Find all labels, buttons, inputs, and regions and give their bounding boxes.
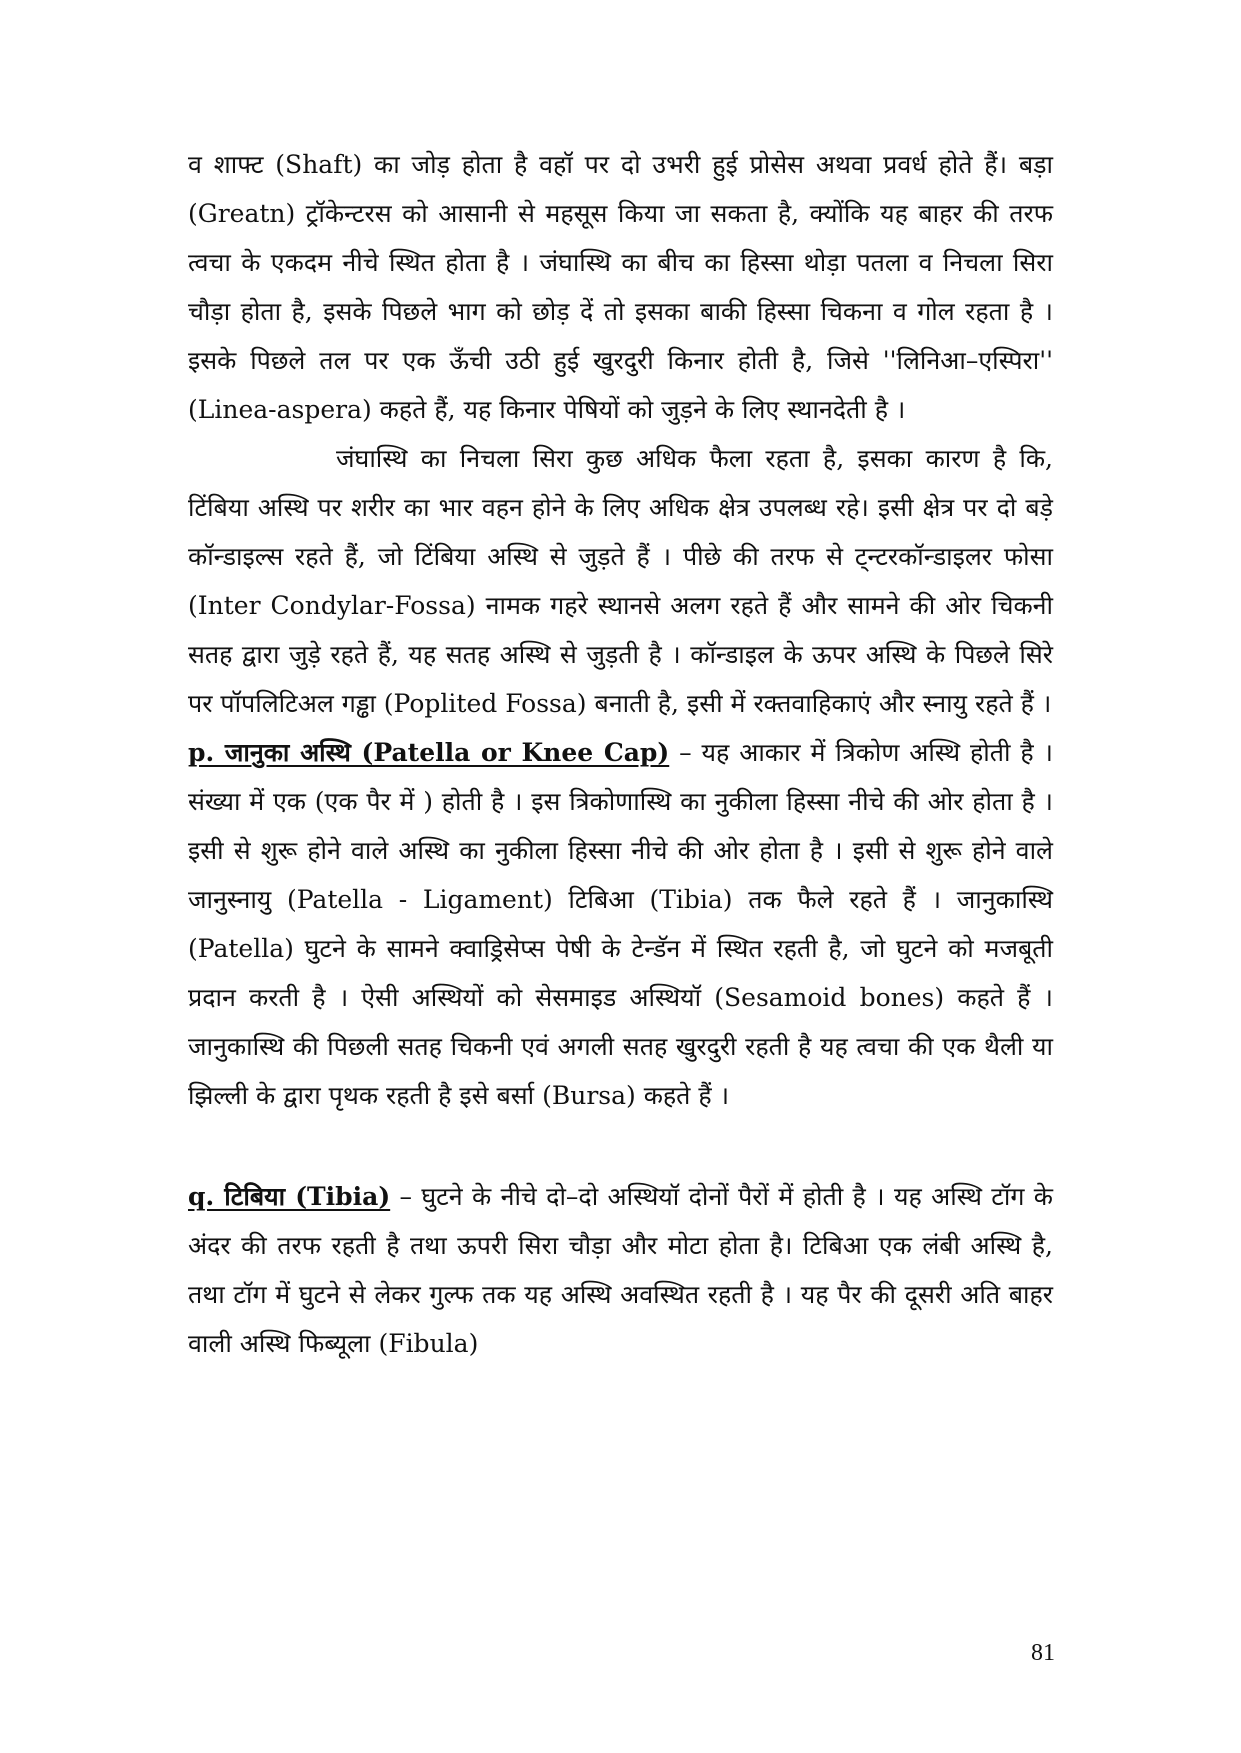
paragraph-femur-lower-end: जंघास्थि का निचला सिरा कुछ अधिक फैला रहता है, इसका कारण है कि, टिंबिया अस्थि पर शरीर का भार वहन होने के लिए अधिक क्षेत्र उपलब्ध रहे। इसी क्षेत्र पर दो बड़े कॉन्डाइल्स रहते हैं, जो टिंबिया अस्थि से जुड़ते हैं । पीछे की तरफ से ट्न्टरकॉन्डाइलर फोसा (Inter Condylar-Fossa) नामक गहरे स्थानसे अलग रहते हैं और सामने की ओर चिकनी सतह द्वारा जुड़े रहते हैं, यह सतह अस्थि से जुड़ती है । कॉन्डाइल के ऊपर अस्थि के पिछले सिरे पर पॉपलिटिअल गड्ढा (Poplited Fossa) बनाती है, इसी में रक्तवाहिकाएं और स्नायु रहते हैं ।	[188, 444, 1053, 718]
tibia-text: – घुटने के नीचे दो–दो अस्थियॉ दोनों पैरों में होती है । यह अस्थि टॉग के अंदर की तरफ रहती है तथा ऊपरी सिरा चौड़ा और मोटा होता है। टिबिआ एक लंबी अस्थि है, तथा टॉग में घुटने से लेकर गुल्फ तक यह अस्थि अवस्थित रहती है । यह पैर की दूसरी अति बाहर वाली अस्थि फिब्यूला (Fibula)	[188, 1182, 1054, 1358]
page-number: 81	[1031, 1640, 1055, 1666]
paragraph-gap	[188, 1120, 1053, 1172]
heading-patella: p. जानुका अस्थि (Patella or Knee Cap)	[188, 738, 670, 767]
paragraph-femur-shaft: व शाफ्ट (Shaft) का जोड़ होता है वहॉ पर दो उभरी हुई प्रोसेस अथवा प्रवर्ध होते हैं। बड़ा (Greatn) ट्रॉकेन्टरस को आसानी से महसूस किया जा सकता है, क्योंकि यह बाहर की तरफ त्वचा के एकदम नीचे स्थित होता है । जंघास्थि का बीच का हिस्सा थोड़ा पतला व निचला सिरा चौड़ा होता है, इसके पिछले भाग को छोड़ दें तो इसका बाकी हिस्सा चिकना व गोल रहता है । इसके पिछले तल पर एक ऊँची उठी हुई खुरदुरी किनार होती है, जिसे ''लिनिआ–एस्पिरा'' (Linea-aspera) कहते हैं, यह किनार पेषियों को जुड़ने के लिए स्थानदेती है ।	[188, 150, 1053, 424]
paragraph-tibia	[188, 1172, 1053, 1368]
patella-text: – यह आकार में त्रिकोण अस्थि होती है । संख्या में एक (एक पैर में ) होती है । इस त्रिकोणास्थि का नुकीला हिस्सा नीचे की ओर होता है । इसी से शुरू होने वाले अस्थि का नुकीला हिस्सा नीचे की ओर होता है । इसी से शुरू होने वाले जानुस्नायु (Patella - Ligament) टिबिआ (Tibia) तक फैले रहते हैं । जानुकास्थि (Patella) घुटने के सामने क्वाड्रिसेप्स पेषी के टेन्डॅन में स्थित रहती है, जो घुटने को मजबूती प्रदान करती है । ऐसी अस्थियों को सेसमाइड अस्थियॉ (Sesamoid bones) कहते हैं । जानुकास्थि की पिछली सतह चिकनी एवं अगली सतह खुरदुरी रहती है यह त्वचा की एक थैली या झिल्ली के द्वारा पृथक रहती है इसे बर्सा (Bursa) कहते हैं ।	[188, 738, 1053, 1110]
paragraph-patella	[188, 728, 1053, 1120]
body-text	[188, 140, 1053, 1368]
heading-tibia: q. टिबिया (Tibia)	[188, 1182, 391, 1211]
